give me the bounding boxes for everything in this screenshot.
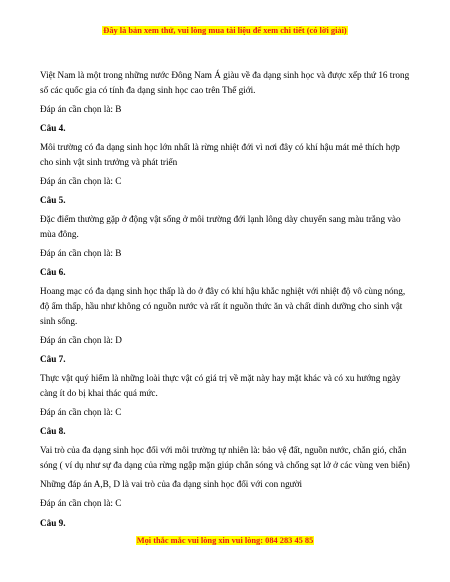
question-heading: Câu 8.	[40, 426, 66, 437]
document-body	[40, 68, 412, 535]
preview-notice-text: Đây là bản xem thử, vui lòng mua tài liệu để xem chi tiết (có lời giải)	[103, 26, 347, 35]
answer-line: Đáp án cần chọn là: C	[40, 497, 122, 508]
question-heading: Câu 9.	[40, 517, 66, 528]
question-heading: Câu 6.	[40, 267, 66, 278]
preview-notice-banner	[0, 25, 450, 36]
contact-text: Mọi thắc mắc vui lòng xin vui lòng: 084 283 45 85	[136, 536, 314, 545]
paragraph: Thực vật quý hiếm là những loài thực vật có giá trị về mặt này hay mặt khác và có xu hướng ngày càng ít do bị khai thác quá mức.	[40, 373, 401, 398]
paragraph: Vai trò của đa dạng sinh học đối với môi trường tự nhiên là: bảo vệ đất, nguồn nước, chắn gió, chắn sóng ( ví dụ như sự đa dạng của rừng ngập mặn giúp chắn sóng và chống sạt lở ở các vùng ven biển)	[40, 445, 410, 470]
paragraph: Môi trường có đa dạng sinh học lớn nhất là rừng nhiệt đới vì nơi đây có khí hậu mát mẻ thích hợp cho sinh vật sinh trưởng và phát triển	[40, 142, 400, 167]
paragraph: Những đáp án A,B, D là vai trò của đa dạng sinh học đối với con người	[40, 478, 303, 489]
answer-line: Đáp án cần chọn là: B	[40, 247, 122, 258]
paragraph: Đặc điểm thường gặp ở động vật sống ở môi trường đới lạnh lông dày chuyển sang màu trắng vào mùa đông.	[40, 214, 401, 239]
answer-line: Đáp án cần chọn là: C	[40, 406, 122, 417]
contact-banner	[0, 535, 450, 546]
question-heading: Câu 5.	[40, 195, 66, 206]
answer-line: Đáp án cần chọn là: C	[40, 175, 122, 186]
answer-line: Đáp án cần chọn là: B	[40, 103, 122, 114]
paragraph: Hoang mạc có đa dạng sinh học thấp là do ở đây có khí hậu khắc nghiệt với nhiệt độ vô cùng nóng, độ ẩm thấp, hầu như không có nguồn nước và rất ít nguồn thức ăn và chất dinh dưỡng cho sinh vật sinh sống.	[40, 286, 406, 326]
question-heading: Câu 7.	[40, 354, 66, 365]
question-heading: Câu 4.	[40, 123, 66, 134]
answer-line: Đáp án cần chọn là: D	[40, 334, 122, 345]
paragraph: Việt Nam là một trong những nước Đông Nam Á giàu về đa dạng sinh học và được xếp thứ 16 trong số các quốc gia có tính đa dạng sinh học cao trên Thế giới.	[40, 70, 410, 95]
